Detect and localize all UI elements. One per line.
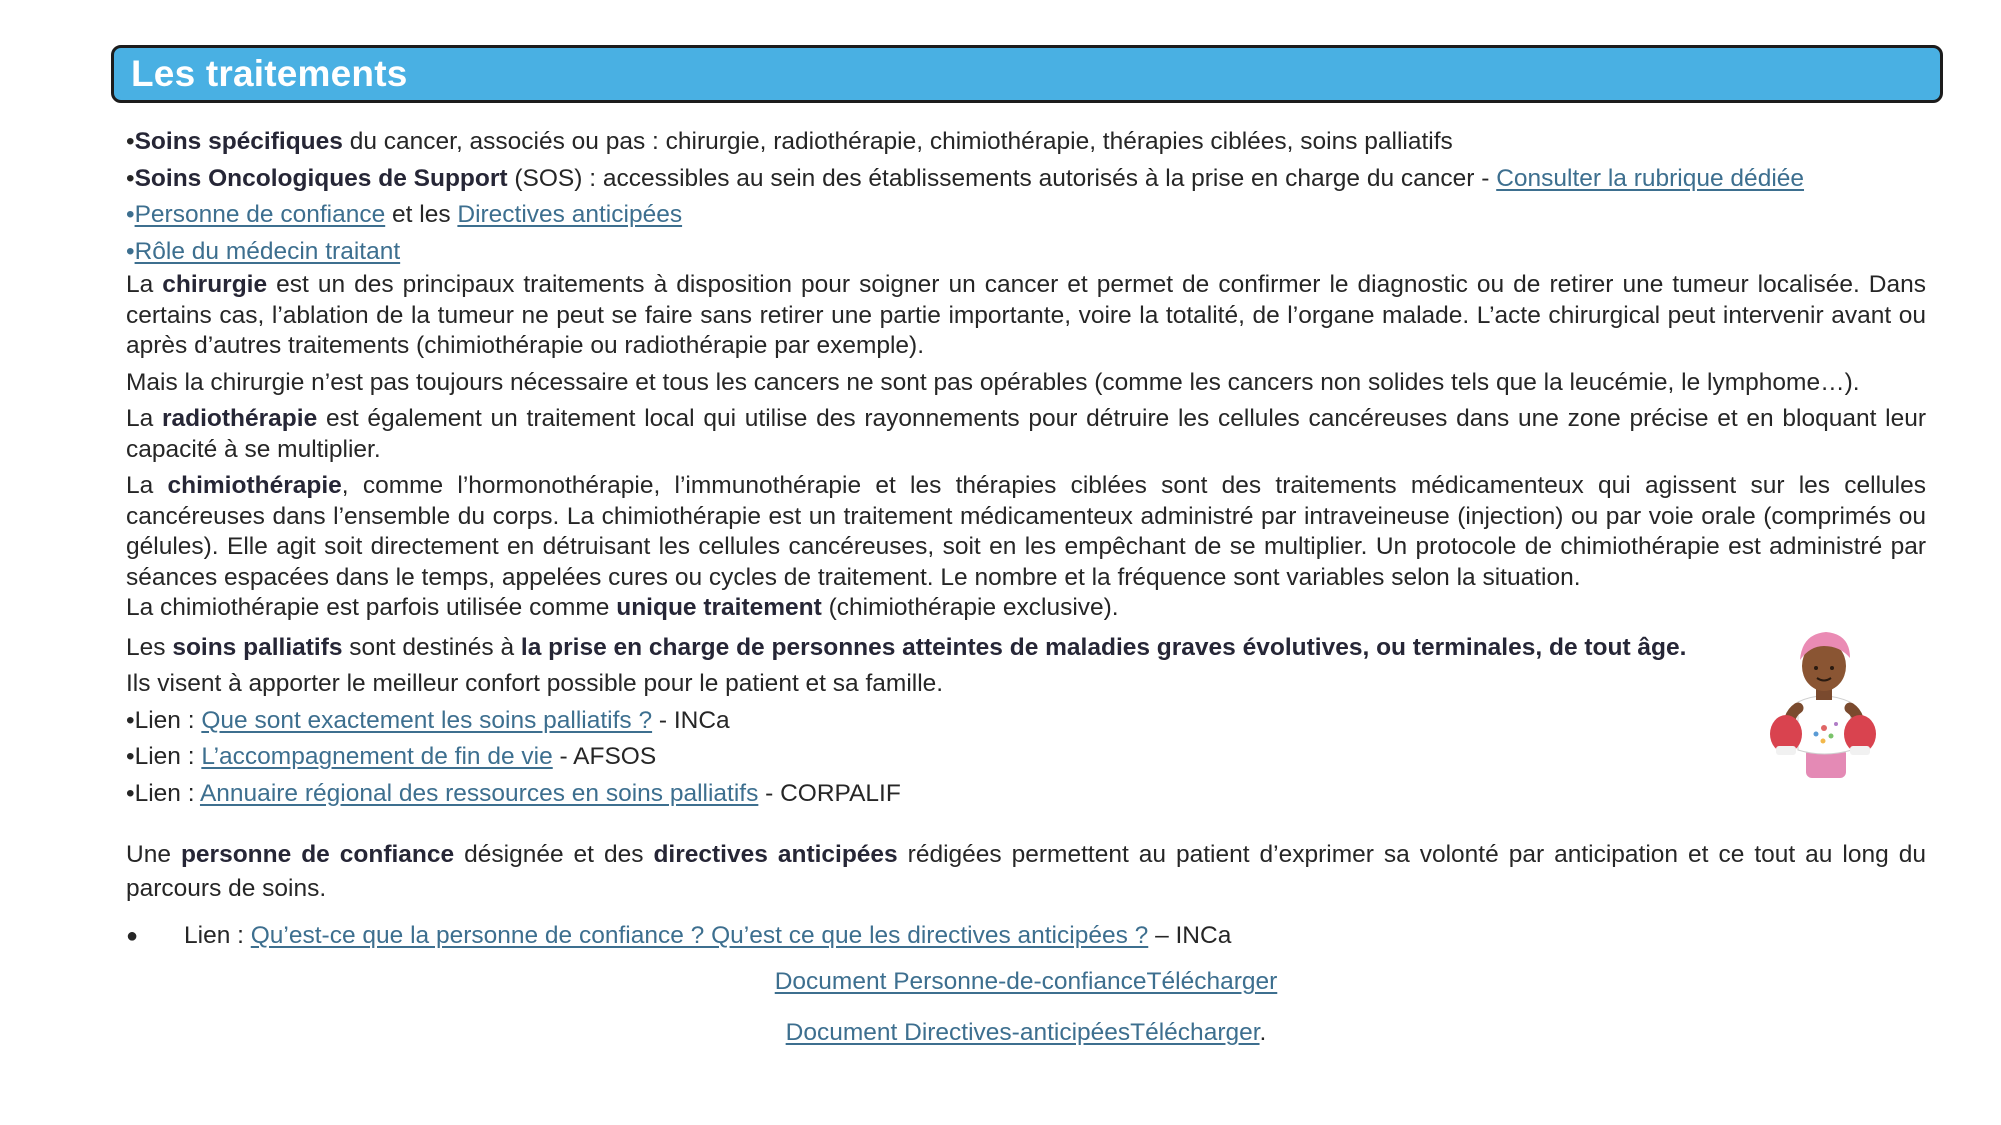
glove-cuff — [1776, 746, 1796, 755]
paragraph-soins-palliatifs — [126, 630, 1926, 667]
link-download-directives-anticipees[interactable]: Document Directives-anticipéesTélécharger — [785, 1019, 1260, 1046]
paragraph-chimiotherapie — [126, 471, 1926, 593]
text: Une — [126, 841, 181, 868]
bold-term: chirurgie — [162, 271, 268, 298]
link-prefix: •Lien : — [126, 779, 200, 807]
text: rédigées permettent au patient d’exprimer sa volonté par anticipation et ce tout au long du parcours de soins. — [126, 841, 1926, 902]
link-personne-de-confiance[interactable]: Personne de confiance — [134, 201, 386, 228]
text: , comme l’hormonothérapie, l’immunothérapie et les thérapies ciblées sont des traitements médicamenteux qui agissent sur les cellules cancéreuses dans l’ensemble du corps. La chimiothérapie est un traitement médicamenteux administré par intraveineuse (injection) ou par voie orale (comprimés ou gélules). Elle agit soit directement en détruisant les cellules cancéreuses, soit en les empêchant de se multiplier. Un protocole de chimiothérapie est administré par séances espacées dans le temps, appelées cures ou cycles de traitement. Le nombre et la fréquence sont variables selon la situation. — [126, 472, 1926, 591]
period: . — [1259, 1019, 1267, 1046]
link-prefix: •Lien : — [126, 743, 202, 770]
bullet-soins-specifiques: •Soins spécifiques du cancer, associés ou pas : chirurgie, radiothérapie, chimiothérapie, thérapies ciblées, soins palliatifs — [126, 128, 1453, 155]
ribbon-dot — [1821, 739, 1826, 744]
text: (chimiothérapie exclusive). — [821, 594, 1119, 621]
paragraph-personne-de-confiance — [126, 838, 1926, 906]
bullet-dot: • — [126, 201, 135, 228]
paragraph-chimiotherapie-exclusive — [126, 593, 1926, 624]
bullet-text: (SOS) : accessibles au sein des établissements autorisés à la prise en charge du cancer - — [507, 164, 1497, 192]
main-content — [126, 124, 1926, 1058]
paragraph-radiotherapie — [126, 404, 1926, 465]
ribbon-dot — [1821, 725, 1827, 731]
bullet-confiance — [126, 197, 1926, 234]
bold-term: personne de confiance — [180, 841, 455, 868]
text: La — [126, 271, 163, 298]
text: est un des principaux traitements à disposition pour soigner un cancer et permet de confirmer le diagnostic ou de retirer une tumeur localisée. Dans certains cas, l’ablation de la tumeur ne peut se faire sans retirer une partie importante, voire la totalité, de l’organe malade. L’acte chirurgical peut intervenir avant ou après d’autres traitements (chimiothérapie ou radiothérapie par exemple). — [126, 271, 1926, 359]
text: est également un traitement local qui utilise des rayonnements pour détruire les cellules cancéreuses dans une zone précise et en bloquant leur capacité à se multiplier. — [126, 405, 1926, 463]
eye — [1830, 666, 1834, 670]
shirt-shape — [1798, 696, 1852, 754]
text: sont destinés à — [342, 633, 521, 661]
bullet-dot: ● — [126, 925, 139, 947]
link-suffix: - INCa — [652, 706, 730, 734]
section-header — [111, 45, 1943, 103]
eye — [1814, 666, 1818, 670]
text: Ils visent à apporter le meilleur confort possible pour le patient et sa famille. — [126, 670, 944, 697]
document-personne-de-confiance — [126, 956, 1926, 1007]
link-suffix: - CORPALIF — [758, 779, 901, 807]
text: Les — [126, 633, 173, 661]
link-download-personne-de-confiance[interactable]: Document Personne-de-confianceTélécharger — [774, 968, 1278, 995]
boxer-illustration — [1768, 624, 1878, 782]
paragraph-chirurgie-note — [126, 368, 1926, 399]
text: Mais la chirurgie n’est pas toujours nécessaire et tous les cancers ne sont pas opérables (comme les cancers non solides tels que la leucémie, le lymphome…). — [126, 368, 1860, 396]
link-item-corpalif — [126, 776, 1926, 813]
link-role-medecin-traitant[interactable]: Rôle du médecin traitant — [134, 237, 401, 265]
bullet-sos: •Soins Oncologiques de Support (SOS) : accessibles au sein des établissements autorisés à la prise en charge du cancer - Consulter la rubrique dédiée — [126, 164, 1805, 192]
link-suffix: – INCa — [1148, 922, 1232, 949]
link-item-inca — [126, 703, 1926, 740]
link-accompagnement-fin-de-vie[interactable]: L’accompagnement de fin de vie — [201, 743, 553, 770]
bold-term: soins palliatifs — [172, 633, 343, 661]
page-title: Les traitements — [131, 53, 408, 94]
ribbon-dot — [1814, 732, 1819, 737]
bold-term: Soins spécifiques — [134, 128, 343, 155]
bullet-text: du cancer, associés ou pas : chirurgie, radiothérapie, chimiothérapie, thérapies ciblées, soins palliatifs — [342, 128, 1453, 155]
text: désignée et des — [454, 841, 654, 868]
list-item-confiance-link — [126, 916, 1926, 956]
glove-cuff — [1850, 746, 1870, 755]
bullet-dot: • — [126, 237, 135, 265]
bold-term: unique traitement — [616, 594, 822, 621]
ribbon-dot — [1829, 734, 1834, 739]
bold-term: chimiothérapie — [167, 472, 342, 499]
bold-term: radiothérapie — [162, 405, 318, 432]
bullet-medecin — [126, 234, 1926, 271]
link-annuaire-regional[interactable]: Annuaire régional des ressources en soins palliatifs — [199, 779, 759, 807]
link-soins-palliatifs-inca[interactable]: Que sont exactement les soins palliatifs ? — [201, 706, 653, 734]
link-prefix: •Lien : — [126, 706, 202, 734]
paragraph-chirurgie — [126, 270, 1926, 362]
link-item-afsos — [126, 739, 1926, 776]
bullet-text: et les — [385, 201, 458, 228]
link-directives-anticipees[interactable]: Directives anticipées — [457, 201, 683, 228]
bold-term: Soins Oncologiques de Support — [134, 164, 508, 192]
paragraph-soins-palliatifs-confort — [126, 666, 1926, 703]
document-directives-anticipees — [126, 1007, 1926, 1058]
link-personne-confiance-directives-inca[interactable]: Qu’est-ce que la personne de confiance ? Qu’est ce que les directives anticipées ? — [250, 922, 1149, 949]
text: La — [126, 472, 168, 499]
spacer — [126, 812, 1926, 838]
bold-term: la prise en charge de personnes atteintes de maladies graves évolutives, ou terminales, de tout âge. — [520, 633, 1687, 661]
bold-term: directives anticipées — [653, 841, 898, 868]
text: La — [126, 405, 162, 432]
link-suffix: - AFSOS — [552, 743, 657, 770]
ribbon-dot — [1834, 722, 1838, 726]
text: La chimiothérapie est parfois utilisée comme — [126, 594, 617, 621]
link-prefix: Lien : — [184, 922, 251, 949]
link-consulter-rubrique[interactable]: Consulter la rubrique dédiée — [1496, 164, 1805, 192]
